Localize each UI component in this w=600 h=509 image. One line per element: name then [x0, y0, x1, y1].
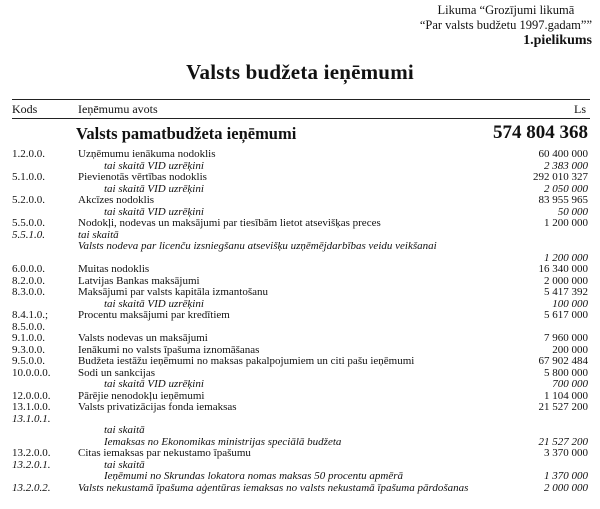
row-amount: 21 527 200 — [538, 435, 588, 448]
row-description: tai skaitā VID uzrēķini — [104, 378, 204, 390]
row-description: Uzņēmumu ienākuma nodoklis — [78, 148, 216, 160]
row-code: 5.2.0.0. — [12, 194, 45, 206]
row-description: Muitas nodoklis — [78, 263, 150, 275]
top-rule — [12, 99, 590, 100]
row-code: 8.3.0.0. — [12, 286, 45, 298]
table-row — [12, 425, 590, 437]
law-reference-line-1: Likuma “Grozījumi likumā — [437, 3, 575, 17]
row-description: Nodokļi, nodevas un maksājumi par tiesībām lietot atsevišķas preces — [78, 217, 381, 229]
row-code: 13.2.0.1. — [12, 458, 51, 471]
row-code: 13.2.0.0. — [12, 447, 51, 459]
column-header — [12, 102, 590, 117]
row-description: Pievienotās vērtības nodoklis — [78, 171, 207, 183]
table-row — [12, 172, 590, 184]
main-total-amount: 574 804 368 — [493, 122, 588, 143]
row-code: 13.1.0.1. — [12, 412, 51, 425]
row-description: Valsts nodeva par licenču izsniegšanu atsevišķu uzņēmējdarbības veidu veikšanai — [78, 240, 437, 252]
law-reference-header — [420, 3, 592, 48]
row-amount: 3 370 000 — [544, 447, 588, 459]
row-description: tai skaitā VID uzrēķini — [104, 159, 204, 172]
row-code: 12.0.0.0. — [12, 389, 51, 402]
row-code: 8.2.0.0. — [12, 274, 45, 287]
row-description: Valsts nekustamā īpašuma aģentūras iemaksas no valsts nekustamā īpašuma pārdošanas — [78, 481, 469, 494]
row-code: 5.5.0.0. — [12, 217, 45, 229]
table-row — [12, 287, 590, 299]
row-amount: 2 050 000 — [544, 182, 588, 195]
row-code: 5.5.1.0. — [12, 228, 45, 241]
row-amount: 5 417 392 — [544, 286, 588, 298]
row-description: Sodi un sankcijas — [78, 366, 155, 379]
row-amount: 67 902 484 — [538, 355, 588, 367]
row-description: Citas iemaksas par nekustamo īpašumu — [78, 447, 251, 459]
row-description: Ieņēmumi no Skrundas lokatora nomas maksas 50 procentu apmērā — [104, 470, 404, 482]
table-row — [12, 241, 590, 253]
row-amount: 1 200 000 — [544, 217, 588, 229]
column-code: Kods — [12, 102, 38, 116]
row-description: tai skaitā — [104, 424, 145, 436]
header-rule — [12, 118, 590, 119]
row-description: Valsts nodevas un maksājumi — [78, 332, 208, 344]
row-code: 13.1.0.0. — [12, 401, 51, 413]
main-total-row — [12, 122, 590, 144]
main-total-label: Valsts pamatbudžeta ieņēmumi — [76, 124, 297, 143]
column-source: Ieņēmumu avots — [78, 102, 158, 116]
row-code: 9.5.0.0. — [12, 355, 45, 367]
row-code: 1.2.0.0. — [12, 148, 45, 160]
table-row — [12, 483, 590, 495]
page-title: Valsts budžeta ieņēmumi — [186, 60, 414, 84]
row-code: 5.1.0.0. — [12, 171, 45, 183]
row-code: 6.0.0.0. — [12, 263, 45, 275]
table-row — [12, 448, 590, 460]
row-description: tai skaitā VID uzrēķini — [104, 182, 204, 195]
row-amount: 21 527 200 — [538, 401, 588, 413]
row-amount: 7 960 000 — [544, 332, 588, 344]
row-amount: 2 000 000 — [544, 274, 588, 287]
row-code: 10.0.0.0. — [12, 366, 51, 379]
row-code: 9.1.0.0. — [12, 332, 45, 344]
table-row — [12, 310, 590, 322]
row-amount: 16 340 000 — [538, 263, 588, 275]
row-description: tai skaitā — [78, 228, 119, 241]
table-row — [12, 149, 590, 161]
table-row — [12, 368, 590, 380]
table-row — [12, 218, 590, 230]
row-amount: 1 200 000 — [544, 251, 588, 264]
row-amount: 1 370 000 — [544, 470, 588, 482]
row-description: Latvijas Bankas maksājumi — [78, 274, 200, 287]
row-description: Pārējie nenodokļu ieņēmumi — [78, 389, 205, 402]
row-description: Akcīzes nodoklis — [78, 194, 155, 206]
row-amount: 200 000 — [552, 343, 588, 356]
row-description: tai skaitā — [104, 458, 145, 471]
column-currency: Ls — [574, 102, 586, 116]
row-code: 8.4.1.0.; — [12, 309, 49, 321]
table-row — [12, 379, 590, 391]
table-row — [12, 356, 590, 368]
table-row — [12, 264, 590, 276]
table-row — [12, 195, 590, 207]
row-amount: 5 800 000 — [544, 366, 588, 379]
row-code: 13.2.0.2. — [12, 481, 51, 494]
row-description: Maksājumi par valsts kapitāla izmantošanu — [78, 286, 269, 298]
row-amount: 5 617 000 — [544, 309, 588, 321]
row-description: Budžeta iestāžu ieņēmumi no maksas pakalpojumiem un citi pašu ieņēmumi — [78, 355, 415, 367]
revenue-table — [12, 149, 590, 494]
table-row — [12, 333, 590, 345]
row-amount: 2 000 000 — [544, 481, 588, 494]
row-description: tai skaitā VID uzrēķini — [104, 205, 204, 218]
table-row — [12, 471, 590, 483]
row-code: 8.5.0.0. — [12, 320, 45, 333]
table-row — [12, 402, 590, 414]
row-amount: 100 000 — [552, 297, 588, 310]
row-amount: 83 955 965 — [538, 194, 588, 206]
row-code: 9.3.0.0. — [12, 343, 45, 356]
row-description: Valsts privatizācijas fonda iemaksas — [78, 401, 237, 413]
row-description: Iemaksas no Ekonomikas ministrijas speciālā budžeta — [104, 435, 342, 448]
row-description: tai skaitā VID uzrēķini — [104, 297, 204, 310]
row-description: Ienākumi no valsts īpašuma iznomāšanas — [78, 343, 260, 356]
row-amount: 292 010 327 — [533, 171, 588, 183]
row-amount: 60 400 000 — [538, 148, 588, 160]
law-reference-line-2: “Par valsts budžetu 1997.gadam”” — [419, 18, 592, 32]
row-amount: 2 383 000 — [544, 159, 588, 172]
appendix-label: 1.pielikums — [523, 33, 592, 48]
row-description: Procentu maksājumi par kredītiem — [78, 309, 230, 321]
row-amount: 1 104 000 — [544, 389, 588, 402]
table-row — [12, 414, 590, 426]
row-amount: 700 000 — [552, 378, 588, 390]
row-amount: 50 000 — [557, 205, 588, 218]
